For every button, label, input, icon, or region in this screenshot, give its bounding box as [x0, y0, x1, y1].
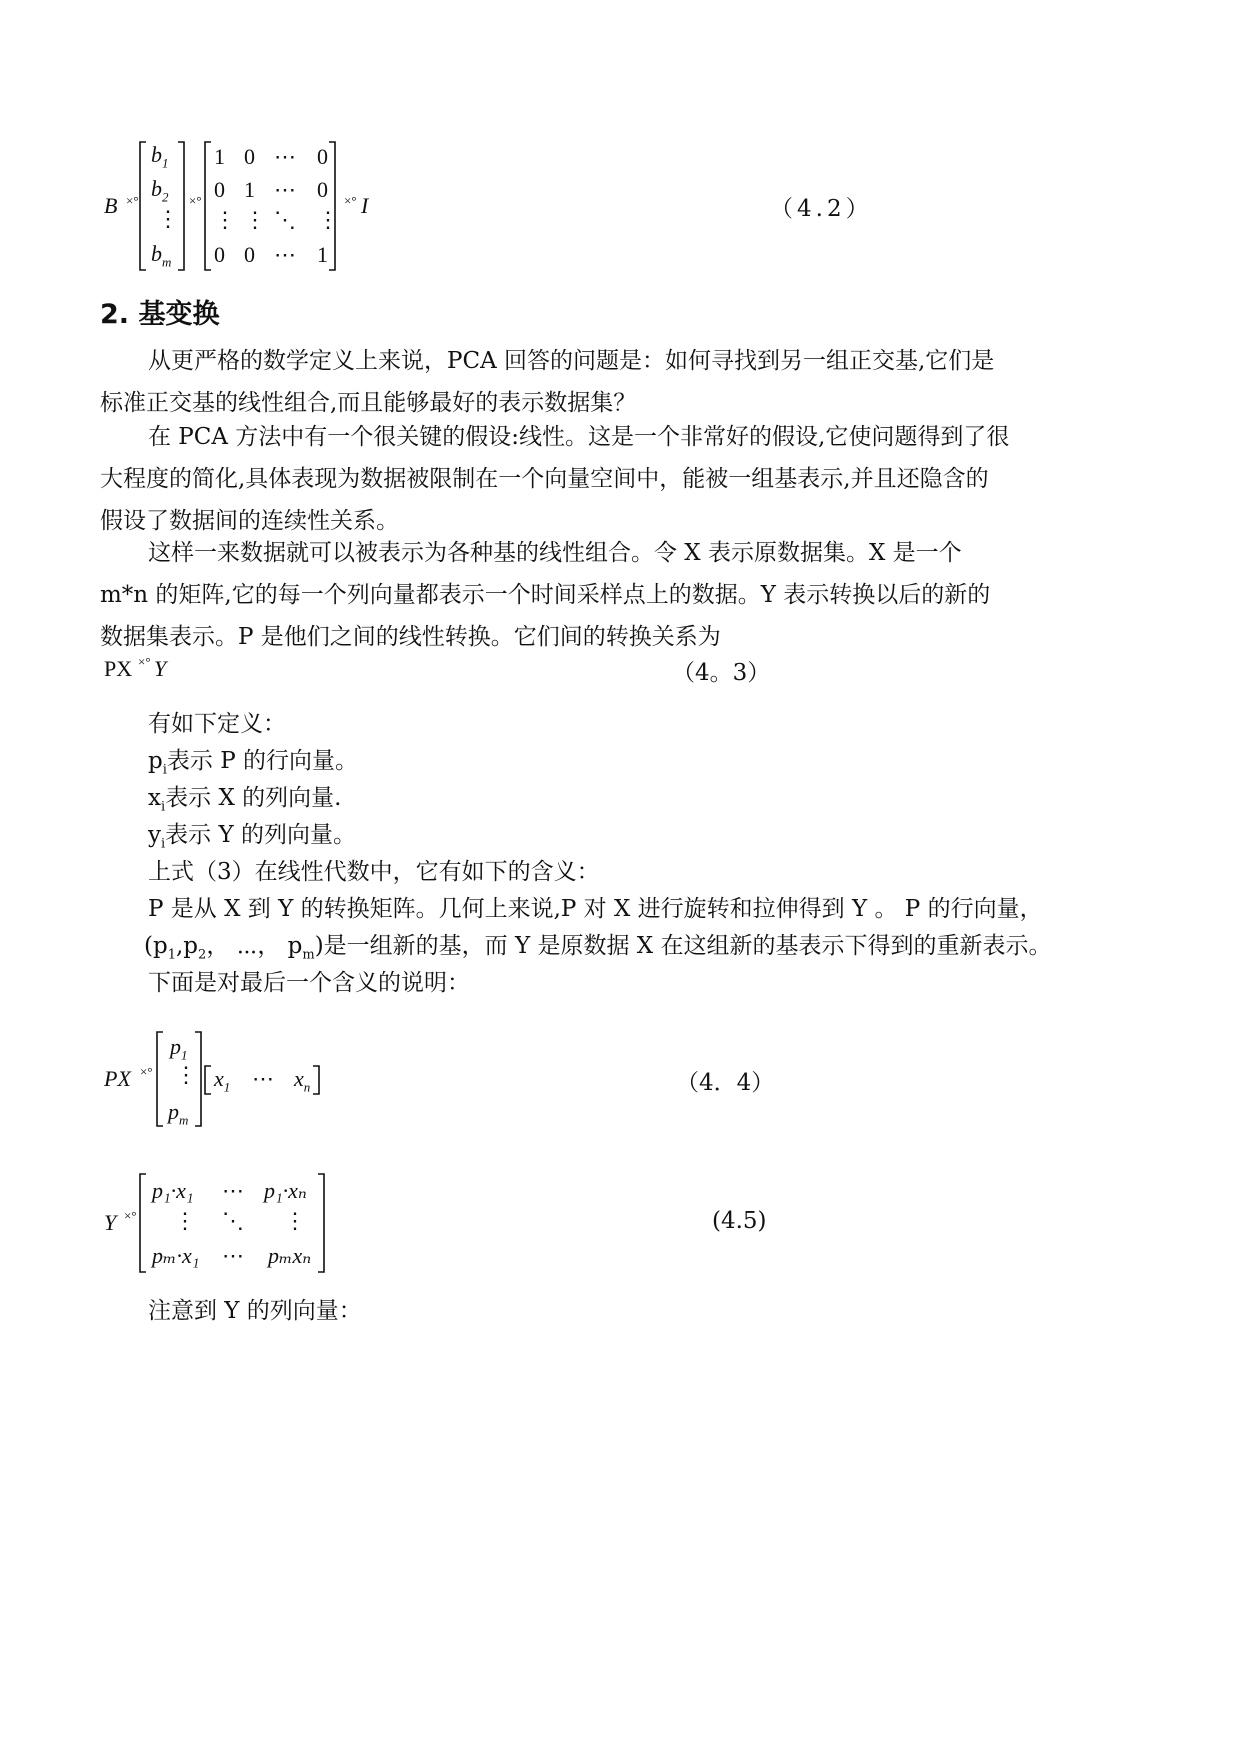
eq43-number: （4。3）	[672, 660, 771, 686]
eq44-col-pm: $p_m$	[168, 1099, 189, 1128]
eq44-col-dots: ⋮	[175, 1062, 197, 1087]
eq42-rhs: I	[361, 193, 369, 218]
meaning-intro: 上式（3）在线性代数中，它有如下的含义：	[148, 859, 600, 885]
definition-p: $p_i$表示 P 的行向量。	[148, 748, 359, 778]
eq42-vec-b1: $b_1$	[151, 142, 169, 171]
eq42-vec-dots: ⋮	[157, 206, 179, 231]
eq42-vec-b2: $b_2$	[151, 176, 169, 205]
paragraph-1: 从更严格的数学定义上来说，PCA 回答的问题是：如何寻找到另一组正交基,它们是标准正交基的线性组合,而且能够最好的表示数据集？	[100, 348, 995, 416]
eq42-number: （4.2）	[770, 196, 873, 222]
eq43-rhs: Y	[154, 656, 167, 681]
closing-line: 注意到 Y 的列向量：	[148, 1298, 362, 1324]
eq45-lhs: Y	[104, 1210, 117, 1235]
eq45-number: (4.5)	[712, 1208, 767, 1234]
eq42-relsym-3: ×°	[344, 193, 357, 208]
definition-x: $x_i$表示 X 的列向量.	[148, 785, 342, 815]
section-title: 2. 基变换	[100, 299, 220, 330]
explanation-intro: 下面是对最后一个含义的说明：	[148, 970, 470, 996]
eq43-relsym: ×°	[138, 654, 151, 669]
paragraph-3: 这样一来数据就可以被表示为各种基的线性组合。令 X 表示原数据集。X 是一个 m*n 的矩阵,它的每一个列向量都表示一个时间采样点上的数据。Y 表示转换以后的新的数据集表示。P 是他们之间的线性转换。它们间的转换关系为	[100, 540, 991, 650]
eq42-vec-bm: $b_m$	[151, 241, 172, 270]
eq42-relsym-2: ×°	[189, 193, 202, 208]
meaning-line-1: P 是从 X 到 Y 的转换矩阵。几何上来说,P 对 X 进行旋转和拉伸得到 Y 。 P 的行向量，	[148, 896, 1043, 922]
eq42-lhs: B	[104, 193, 118, 218]
eq45-relsym: ×°	[124, 1208, 137, 1223]
paragraph-2: 在 PCA 方法中有一个很关键的假设:线性。这是一个非常好的假设,它使问题得到了很大程度的简化,具体表现为数据被限制在一个向量空间中，能被一组基表示,并且还隐含的假设了数据间的连续性关系。	[100, 424, 1010, 534]
eq44-number: （4．4）	[676, 1070, 775, 1096]
eq42-relsym-1: ×°	[126, 193, 139, 208]
eq44-relsym: ×°	[140, 1064, 153, 1079]
definitions-intro: 有如下定义：	[148, 711, 286, 737]
definition-y: $y_i$表示 Y 的列向量。	[148, 822, 356, 852]
meaning-line-2: ($p_1,p_2$， ⋯， $p_m$)是一组新的基，而 Y 是原数据 X 在这组新的基表示下得到的重新表示。	[144, 933, 1052, 963]
eq43-lhs: PX	[104, 656, 133, 681]
eq44-lhs: PX	[104, 1066, 131, 1091]
eq44-col-p1: $p_1$	[170, 1034, 188, 1063]
